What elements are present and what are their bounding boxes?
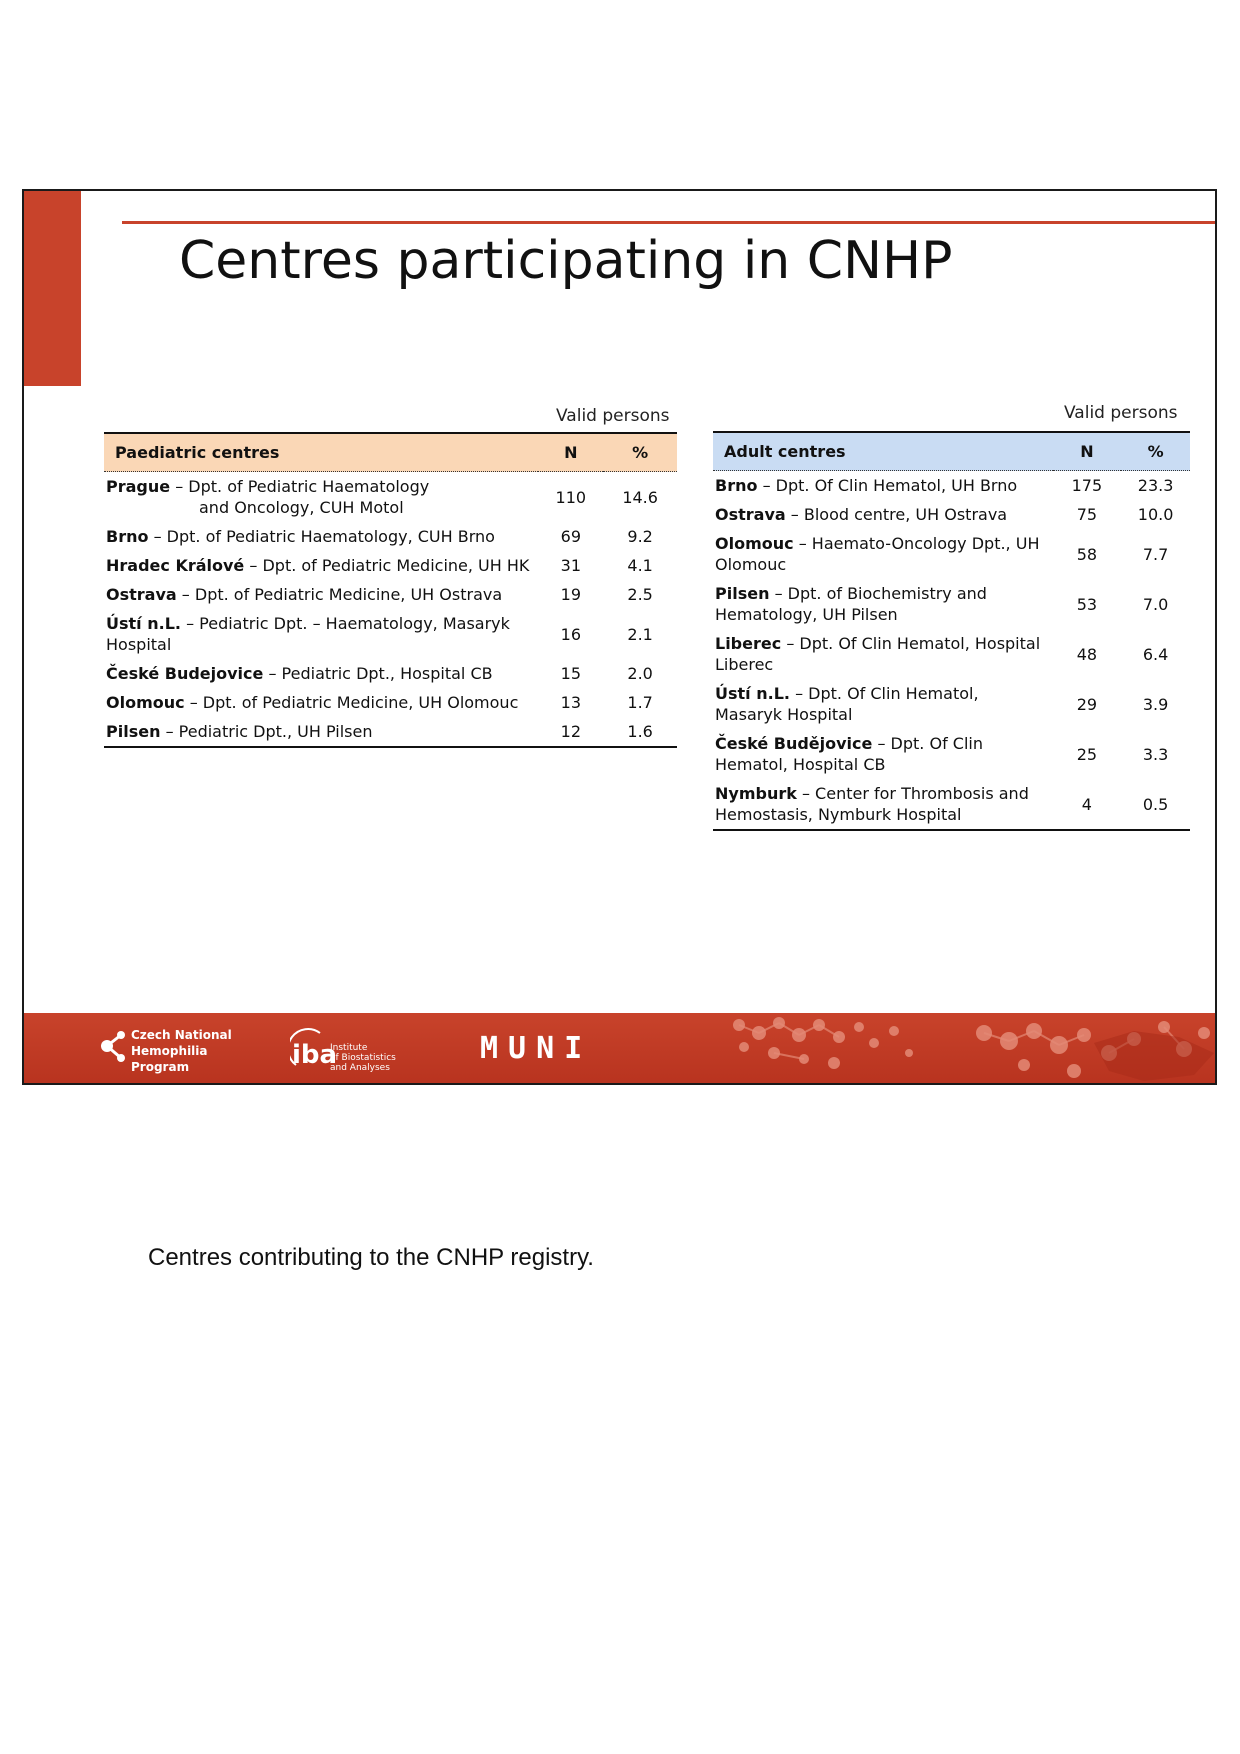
centre-detail: – Dpt. Of Clin Hematol, Hospital CB <box>715 734 983 774</box>
slide <box>22 189 1217 1085</box>
city-name: Olomouc <box>106 693 185 712</box>
percent-cell: 4.1 <box>627 556 653 575</box>
count-cell: 58 <box>1076 544 1098 564</box>
centre-cell <box>713 471 1053 501</box>
iba-mark-text: iba <box>292 1040 336 1070</box>
table-row <box>104 551 677 580</box>
column-header-percent: % <box>1147 442 1164 461</box>
centre-detail: – Center for Thrombosis and Hemostasis, Nymburk Hospital <box>715 784 1029 824</box>
accent-block <box>24 191 81 386</box>
percent-cell: 14.6 <box>622 487 658 507</box>
table-row <box>104 609 677 659</box>
city-name: České Budejovice <box>106 664 264 683</box>
iba-line1: Institute <box>330 1043 368 1053</box>
table-row <box>104 717 677 747</box>
percent-cell: 2.1 <box>627 624 653 644</box>
table-row <box>713 779 1190 830</box>
paediatric-centres-table <box>104 432 677 748</box>
count-cell: 110 <box>555 487 587 507</box>
count-cell: 15 <box>560 664 581 683</box>
slide-title: Centres participating in CNHP <box>179 231 953 291</box>
table-row <box>104 472 677 523</box>
city-name: Ostrava <box>715 505 786 524</box>
count-cell: 25 <box>1076 744 1098 764</box>
table-row <box>713 629 1190 679</box>
city-name: Pilsen <box>106 722 161 741</box>
iba-logo <box>290 1023 430 1079</box>
count-cell: 4 <box>1081 794 1092 814</box>
centre-cell <box>104 472 538 523</box>
city-name: Nymburk <box>715 784 797 803</box>
valid-persons-label-adult: Valid persons <box>1064 403 1178 423</box>
percent-cell: 10.0 <box>1137 505 1174 524</box>
count-cell: 31 <box>560 556 581 575</box>
percent-cell: 2.0 <box>627 664 653 683</box>
centre-cell <box>104 609 538 659</box>
iba-logo-text <box>330 1043 396 1073</box>
centre-detail: – Dpt. Of Clin Hematol, Hospital Liberec <box>715 634 1041 674</box>
centre-detail: – Pediatric Dpt. – Haematology, Masaryk Hospital <box>106 614 510 654</box>
table-row <box>104 688 677 717</box>
city-name: Pilsen <box>715 584 770 603</box>
molecule-pattern-decoration <box>714 1013 1215 1085</box>
footer-bar <box>24 1013 1215 1085</box>
count-cell: 19 <box>560 585 581 604</box>
percent-cell: 2.5 <box>627 585 653 604</box>
percent-cell: 1.6 <box>627 722 653 741</box>
count-cell: 16 <box>560 624 581 644</box>
centre-detail: – Dpt. of Biochemistry and Hematology, UH Pilsen <box>715 584 987 624</box>
centre-detail: – Dpt. of Pediatric Medicine, UH Olomouc <box>189 693 519 712</box>
percent-cell: 0.5 <box>1142 794 1169 814</box>
adult-centres-table <box>713 431 1190 831</box>
percent-cell: 1.7 <box>627 693 653 712</box>
centre-detail: – Dpt. of Pediatric Haematology <box>175 477 430 496</box>
centre-detail: – Dpt. of Pediatric Medicine, UH HK <box>249 556 530 575</box>
centre-detail: – Pediatric Dpt., Hospital CB <box>268 664 493 683</box>
city-name: Ústí n.L. <box>106 614 181 633</box>
centre-cell <box>104 688 538 717</box>
city-name: Liberec <box>715 634 782 653</box>
centre-cell <box>713 500 1053 529</box>
table-row <box>104 580 677 609</box>
table-row <box>713 679 1190 729</box>
table-row <box>713 729 1190 779</box>
centre-detail: – Dpt. Of Clin Hematol, UH Brno <box>762 476 1018 495</box>
count-cell: 53 <box>1076 594 1098 614</box>
centre-detail-continued: and Oncology, CUH Motol <box>199 498 404 517</box>
centre-detail: – Haemato-Oncology Dpt., UH Olomouc <box>715 534 1040 574</box>
count-cell: 12 <box>560 722 581 741</box>
table-row <box>713 471 1190 501</box>
percent-cell: 23.3 <box>1137 476 1174 495</box>
percent-cell: 3.3 <box>1142 744 1169 764</box>
count-cell: 29 <box>1076 694 1098 714</box>
table-row <box>713 579 1190 629</box>
percent-cell: 3.9 <box>1142 694 1169 714</box>
valid-persons-label-paediatric: Valid persons <box>556 406 670 426</box>
table-row <box>713 529 1190 579</box>
city-name: Hradec Králové <box>106 556 245 575</box>
molecule-icon <box>99 1025 131 1065</box>
city-name: Olomouc <box>715 534 794 553</box>
column-header-centre: Paediatric centres <box>115 443 280 462</box>
iba-line2: of Biostatistics <box>330 1053 396 1063</box>
count-cell: 175 <box>1071 476 1103 495</box>
percent-cell: 9.2 <box>627 527 653 546</box>
muni-logo: MUNI <box>480 1031 593 1066</box>
city-name: Ostrava <box>106 585 177 604</box>
table-row <box>713 500 1190 529</box>
centre-cell <box>713 779 1053 830</box>
centre-detail: – Pediatric Dpt., UH Pilsen <box>165 722 373 741</box>
city-name: Brno <box>715 476 758 495</box>
centre-cell <box>104 580 538 609</box>
column-header-centre: Adult centres <box>724 442 846 461</box>
cnhp-line1: Czech National <box>131 1028 232 1042</box>
centre-cell <box>713 529 1053 579</box>
centre-detail: – Dpt. of Pediatric Haematology, CUH Brno <box>153 527 495 546</box>
percent-cell: 7.0 <box>1142 594 1169 614</box>
cnhp-logo <box>99 1025 249 1075</box>
cnhp-line2: Hemophilia <box>131 1044 208 1058</box>
centre-cell <box>713 679 1053 729</box>
column-header-n: N <box>1080 442 1094 461</box>
centre-cell <box>104 717 538 747</box>
centre-cell <box>713 729 1053 779</box>
centre-cell <box>104 522 538 551</box>
city-name: České Budějovice <box>715 734 873 753</box>
iba-line3: and Analyses <box>330 1063 390 1073</box>
city-name: Brno <box>106 527 149 546</box>
centre-detail: – Blood centre, UH Ostrava <box>790 505 1008 524</box>
centre-cell <box>104 659 538 688</box>
title-rule <box>122 221 1215 224</box>
cnhp-line3: Program <box>131 1060 190 1074</box>
table-header-row <box>713 432 1190 471</box>
centre-detail: – Dpt. Of Clin Hematol, Masaryk Hospital <box>715 684 979 724</box>
city-name: Prague <box>106 477 171 496</box>
city-name: Ústí n.L. <box>715 684 790 703</box>
cnhp-logo-text <box>131 1027 232 1075</box>
table-row <box>104 522 677 551</box>
centre-cell <box>104 551 538 580</box>
figure-caption: Centres contributing to the CNHP registry. <box>148 1244 594 1271</box>
count-cell: 13 <box>560 693 581 712</box>
table-row <box>104 659 677 688</box>
count-cell: 75 <box>1076 505 1098 524</box>
count-cell: 69 <box>560 527 581 546</box>
centre-cell <box>713 629 1053 679</box>
centre-detail: – Dpt. of Pediatric Medicine, UH Ostrava <box>181 585 503 604</box>
table-header-row <box>104 433 677 472</box>
count-cell: 48 <box>1076 644 1098 664</box>
centre-cell <box>713 579 1053 629</box>
percent-cell: 6.4 <box>1142 644 1169 664</box>
column-header-percent: % <box>632 443 649 462</box>
column-header-n: N <box>564 443 578 462</box>
percent-cell: 7.7 <box>1142 544 1169 564</box>
